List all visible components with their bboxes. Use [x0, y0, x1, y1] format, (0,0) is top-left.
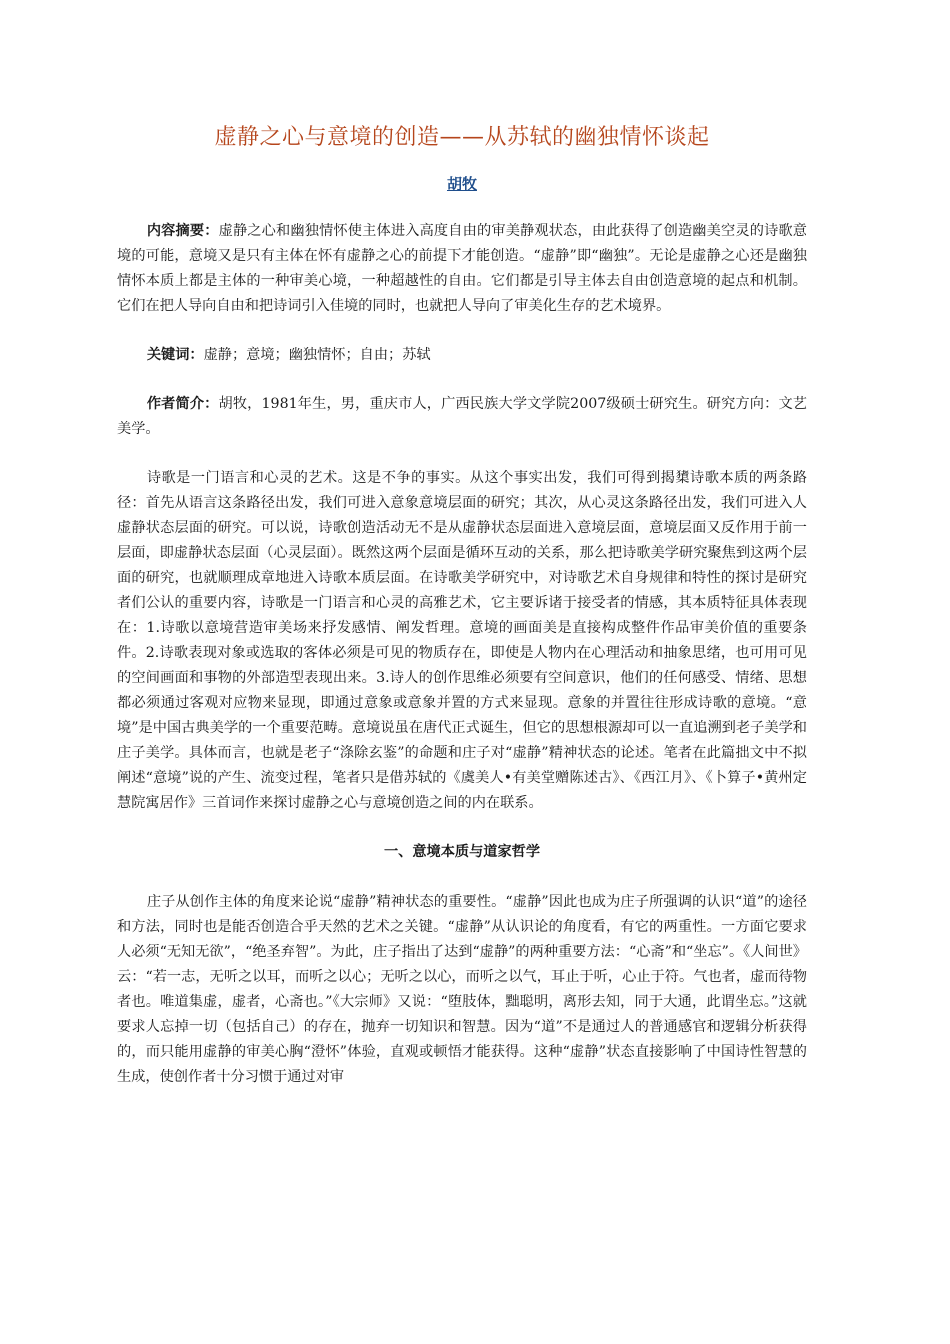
keywords-label: 关键词： [146, 347, 204, 363]
body-paragraph: 诗歌是一门语言和心灵的艺术。这是不争的事实。从这个事实出发，我们可得到揭橥诗歌本质的两条路径：首先从语言这条路径出发，我们可进入意象意境层面的研究；其次，从心灵这条路径出发，我们可进入人虚静状态层面的研究。可以说，诗歌创造活动无不是从虚静状态层面进入意境层面，意境层面又反作用于前一层面，即虚静状态层面（心灵层面）。既然这两个层面是循环互动的关系，那么把诗歌美学研究聚焦到这两个层面的研究，也就顺理成章地进入诗歌本质层面。在诗歌美学研究中，对诗歌艺术自身规律和特性的探讨是研究者们公认的重要内容，诗歌是一门语言和心灵的高雅艺术，它主要诉诸于接受者的情感，其本质特征具体表现在：1.诗歌以意境营造审美场来抒发感情、阐发哲理。意境的画面美是直接构成整件作品审美价值的重要条件。2.诗歌表现对象或选取的客体必须是可见的物质存在，即使是人物内在心理活动和抽象思绪，也可用可见的空间画面和事物的外部造型表现出来。3.诗人的创作思维必须要有空间意识，他们的任何感受、情绪、思想都必须通过客观对应物来显现，即通过意象或意象并置的方式来显现。意象的并置往往形成诗歌的意境。“意境”是中国古典美学的一个重要范畴。意境说虽在唐代正式诞生，但它的思想根源却可以一直追溯到老子美学和庄子美学。具体而言，也就是老子“涤除玄鉴”的命题和庄子对“虚静”精神状态的论述。笔者在此篇拙文中不拟阐述“意境”说的产生、流变过程，笔者只是借苏轼的《虞美人•有美堂赠陈述古》、《西江月》、《卜算子•黄州定慧院寓居作》三首词作来探讨虚静之心与意境创造之间的内在联系。 [117, 470, 807, 811]
section-heading: 一、意境本质与道家哲学 [383, 844, 541, 860]
abstract-text: 虚静之心和幽独情怀使主体进入高度自由的审美静观状态，由此获得了创造幽美空灵的诗歌意境的可能，意境又是只有主体在怀有虚静之心的前提下才能创造。“虚静”即“幽独”。无论是虚静之心还是幽独情怀本质上都是主体的一种审美心境，一种超越性的自由。它们都是引导主体去自由创造意境的起点和机制。它们在把人导向自由和把诗词引入佳境的同时，也就把人导向了审美化生存的艺术境界。 [117, 223, 807, 314]
bio-label: 作者简介： [146, 396, 219, 412]
author-link[interactable]: 胡牧 [446, 175, 477, 193]
body-paragraph: 庄子从创作主体的角度来论说“虚静”精神状态的重要性。“虚静”因此也成为庄子所强调的认识“道”的途径和方法，同时也是能否创造合乎天然的艺术之关键。“虚静”从认识论的角度看，有它的两重性。一方面它要求人必须“无知无欲”，“绝圣弃智”。为此，庄子指出了达到“虚静”的两种重要方法：“心斋”和“坐忘”。《人间世》云：“若一志，无听之以耳，而听之以心；无听之以心，而听之以气，耳止于听，心止于符。气也者，虚而待物者也。唯道集虚，虚者，心斋也。”《大宗师》又说：“堕肢体，黜聪明，离形去知，同于大通，此谓坐忘。”这就要求人忘掉一切（包括自己）的存在，抛弃一切知识和智慧。因为“道”不是通过人的普通感官和逻辑分析获得的，而只能用虚静的审美心胸“澄怀”体验，直观或顿悟才能获得。这种“虚静”状态直接影响了中国诗性智慧的生成，使创作者十分习惯于通过对审 [117, 894, 807, 1085]
author-line [117, 173, 807, 197]
keywords-paragraph [117, 343, 807, 368]
abstract-label: 内容摘要： [146, 223, 219, 239]
author-bio-paragraph [117, 392, 807, 442]
abstract-paragraph [117, 219, 807, 319]
bio-text: 胡牧，1981年生，男，重庆市人，广西民族大学文学院2007级硕士研究生。研究方向：文艺美学。 [117, 396, 807, 437]
keywords-text: 虚静；意境；幽独情怀；自由；苏轼 [203, 347, 431, 363]
article [117, 118, 807, 1090]
article-title: 虚静之心与意境的创造——从苏轼的幽独情怀谈起 [214, 125, 710, 150]
